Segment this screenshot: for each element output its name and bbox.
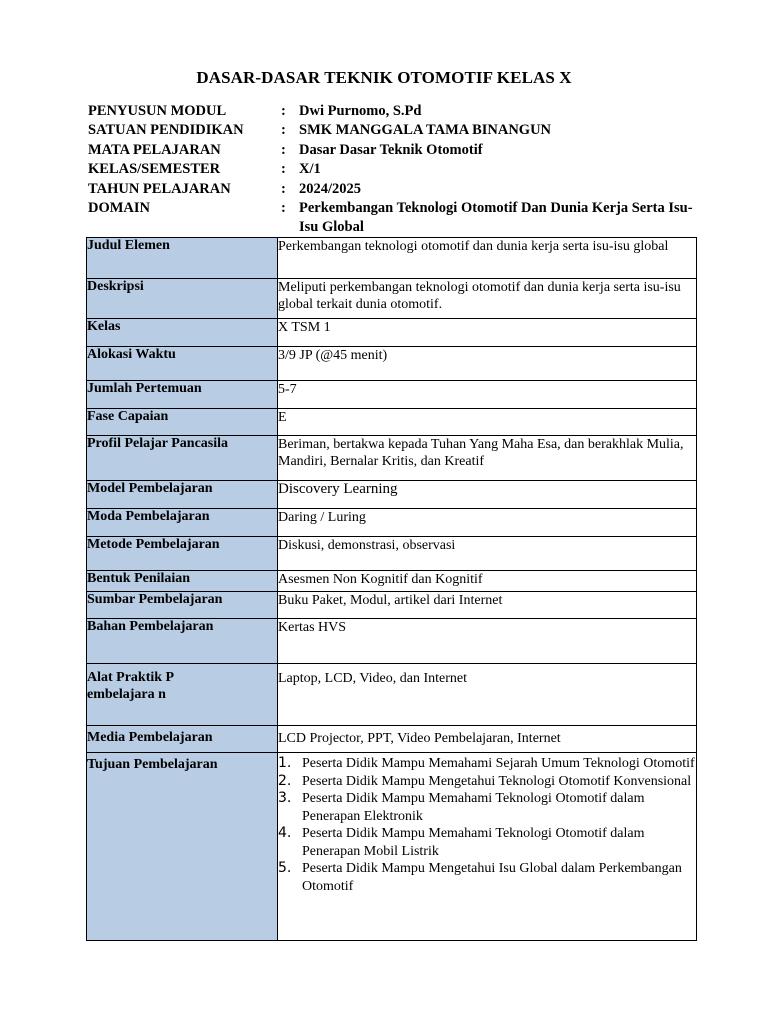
meta-value: SMK MANGGALA TAMA BINANGUN [299,122,552,139]
row-label: Bahan Pembelajaran [87,619,278,664]
row-value: X TSM 1 [278,319,697,347]
row-value: Beriman, bertakwa kepada Tuhan Yang Maha Esa, dan berakhlak Mulia, Mandiri, Bernalar Kritis, dan Kreatif [278,436,697,481]
list-text: Peserta Didik Mampu Memahami Sejarah Umum Teknologi Otomotif [302,756,695,771]
table-row [87,592,697,619]
row-value: Laptop, LCD, Video, dan Internet [278,664,697,726]
list-text: Peserta Didik Mampu Mengetahui Isu Global dalam Perkembangan Otomotif [302,861,682,894]
meta-value: 2024/2025 [299,180,362,197]
row-label: Profil Pelajar Pancasila [87,436,278,481]
row-value: 5-7 [278,381,697,409]
row-value: Diskusi, demonstrasi, observasi [278,537,697,571]
meta-value: Dasar Dasar Teknik Otomotif [299,141,483,158]
table-row [87,571,697,592]
list-text: Peserta Didik Mampu Memahami Teknologi Otomotif dalam Penerapan Elektronik [302,791,645,824]
meta-row-domain [88,199,703,238]
list-text: Peserta Didik Mampu Mengetahui Teknologi Otomotif Konvensional [302,773,692,789]
list-number: 4. [278,825,292,841]
module-table [86,237,697,941]
row-value: Asesmen Non Kognitif dan Kognitif [278,571,697,592]
list-number: 2. [278,772,292,789]
row-label: Sumbar Pembelajaran [87,592,278,619]
row-label: Alokasi Waktu [87,347,278,381]
module-info [88,102,703,238]
row-label-text: Alat Praktik Pembelajara n [87,670,175,702]
meta-label: KELAS/SEMESTER [88,161,221,178]
row-value: Discovery Learning [278,481,697,509]
meta-colon: : [281,122,286,139]
meta-row-tahun [88,180,703,199]
table-row [87,619,697,664]
meta-value: Perkembangan Teknologi Otomotif Dan Dunia Kerja Serta Isu-Isu Global [299,200,693,236]
list-number: 1. [278,755,292,771]
table-row [87,381,697,409]
meta-row-mapel [88,141,703,160]
meta-label: SATUAN PENDIDIKAN [88,122,244,139]
row-value: E [278,409,697,436]
row-label: Bentuk Penilaian [87,571,278,592]
row-value: Meliputi perkembangan teknologi otomotif dan dunia kerja serta isu-isu global terkait dunia otomotif. [278,279,697,319]
row-label [87,664,278,726]
table-row [87,726,697,753]
row-label: Tujuan Pembelajaran [87,753,278,941]
table-row [87,319,697,347]
list-number: 3. [278,790,292,806]
meta-colon: : [281,180,286,197]
table-row [87,409,697,436]
row-label: Judul Elemen [87,238,278,279]
meta-row-penyusun [88,102,703,121]
meta-row-satuan [88,121,703,140]
row-value: Kertas HVS [278,619,697,664]
meta-colon: : [281,200,286,217]
list-item [278,825,696,860]
table-row-goals [87,753,697,941]
row-value: Perkembangan teknologi otomotif dan dunia kerja serta isu-isu global [278,238,697,279]
row-label: Metode Pembelajaran [87,537,278,571]
row-label: Kelas [87,319,278,347]
meta-row-kelas [88,160,703,179]
row-value: Buku Paket, Modul, artikel dari Internet [278,592,697,619]
row-value: 3/9 JP (@45 menit) [278,347,697,381]
goals-list [278,755,696,895]
document-title: DASAR-DASAR TEKNIK OTOMOTIF KELAS X [196,68,572,87]
meta-colon: : [281,141,286,158]
row-value: LCD Projector, PPT, Video Pembelajaran, Internet [278,726,697,753]
meta-colon: : [281,161,286,178]
table-row [87,436,697,481]
list-item [278,755,696,773]
meta-colon: : [281,103,286,119]
row-label: Model Pembelajaran [87,481,278,509]
table-row [87,481,697,509]
goals-cell [278,753,697,941]
meta-value: Dwi Purnomo, S.Pd [299,103,422,119]
table-row [87,347,697,381]
list-text: Peserta Didik Mampu Memahami Teknologi Otomotif dalam Penerapan Mobil Listrik [302,826,645,859]
row-label: Moda Pembelajaran [87,509,278,537]
row-label: Media Pembelajaran [87,726,278,753]
list-item [278,790,696,825]
table-row [87,664,697,726]
table-row [87,238,697,279]
row-label: Jumlah Pertemuan [87,381,278,409]
meta-label: PENYUSUN MODUL [88,103,227,119]
list-item [278,860,696,895]
row-label: Fase Capaian [87,409,278,436]
table-row [87,537,697,571]
list-item [278,773,696,791]
meta-value: X/1 [299,161,321,178]
table-row [87,279,697,319]
row-label: Deskripsi [87,279,278,319]
meta-label: TAHUN PELAJARAN [88,180,231,197]
meta-label: MATA PELAJARAN [88,141,221,158]
list-number: 5. [278,860,292,876]
row-value: Daring / Luring [278,509,697,537]
table-row [87,509,697,537]
meta-label: DOMAIN [88,200,151,217]
